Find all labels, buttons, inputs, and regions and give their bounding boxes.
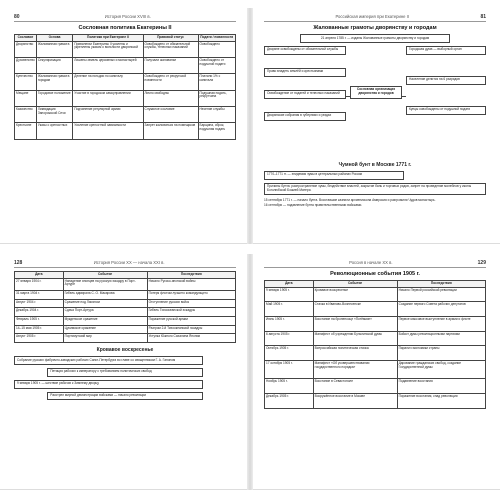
table-row (15, 107, 236, 123)
table-cell: Дворянство (15, 41, 37, 57)
page-128 (6, 254, 244, 490)
table-cell: Освобождено от подушной подати (198, 58, 236, 74)
table-cell: Паралич экономики страны (397, 346, 485, 361)
page-title: Сословная политика Екатерины II (78, 25, 172, 31)
table-cell: Гибель адмирала С. О. Макарова (63, 291, 147, 300)
page-number: 128 (14, 260, 23, 266)
table-cell: Поражение восстания, спад революции (397, 394, 485, 409)
connector-line (402, 96, 406, 97)
table-cell: Лишены земель церковных и монастырей (73, 58, 143, 74)
table-cell: Начало Первой российской революции (397, 287, 485, 302)
table-cell: Потеря флотом лучшего командующего (147, 291, 235, 300)
revolution-table (264, 280, 486, 409)
town-box: Городская дума — выборный орган (406, 46, 486, 55)
page-number: 80 (14, 14, 20, 20)
table-cell: Декабрь 1904 г. (15, 308, 64, 317)
page-81 (256, 8, 494, 244)
noble-box: Дворяне освобождены от обязательной службы (264, 46, 346, 55)
page-title: Жалованные грамоты дворянству и городам (313, 25, 437, 31)
table-header: Сословие (15, 35, 37, 42)
section-title: Кровавое воскресенье (96, 347, 154, 354)
table-cell: Портсмутский мир (63, 334, 147, 343)
table-cell: Июнь 1905 г. (265, 317, 314, 332)
table-cell: 6 августа 1905 г. (265, 331, 314, 346)
table-cell: Указы о крепостных (36, 123, 72, 139)
war-table (14, 271, 236, 343)
table-header: Основа (36, 35, 72, 42)
table-row (15, 58, 236, 74)
table-cell: 14–15 мая 1905 г. (15, 325, 64, 334)
table-cell: Разгром 2-й Тихоокеанской эскадры (147, 325, 235, 334)
table-row (15, 308, 236, 317)
table-cell: 31 марта 1904 г. (15, 291, 64, 300)
table-cell: Февраль 1905 г. (15, 317, 64, 326)
table-cell: 17 октября 1905 г. (265, 361, 314, 379)
table-row (265, 287, 486, 302)
table-header-row (15, 272, 236, 279)
estates-table (14, 34, 236, 140)
running-title: История России XVIII в. (104, 14, 151, 19)
table-cell: Жалованная грамота городам (36, 74, 72, 90)
table-header: Политика при Екатерине II (73, 35, 143, 42)
table-cell: Запрет жаловаться на помещиков (143, 123, 198, 139)
running-title: Россия в начале XX в. (349, 260, 393, 265)
page-number: 81 (480, 14, 486, 20)
table-row (15, 334, 236, 343)
event-box: Собрание русских фабрично-заводских рабочих Санкт-Петербурга во главе со священником Г. А. Гапоном (14, 356, 203, 365)
page-80 (6, 8, 244, 244)
event-box: Петиция рабочих к императору с требованием политических свобод (47, 368, 202, 377)
table-cell: Май 1905 г. (265, 302, 314, 317)
table-cell: Деление на гильдии по капиталу (73, 74, 143, 90)
table-cell: Освобождено от рекрутской повинности (143, 74, 198, 90)
table-cell: Подчинение регулярной армии (73, 107, 143, 123)
table-row (15, 90, 236, 106)
table-cell: Начало Русско-японской войны (147, 278, 235, 290)
table-row (15, 74, 236, 90)
running-title: История России XX — начала XXI в. (93, 260, 165, 265)
table-cell: Бойкот думы революционными партиями (397, 331, 485, 346)
date-box: 21 апреля 1785 г. — изданы Жалованные грамоты дворянству и городам (300, 34, 450, 43)
table-cell: Август 1905 г. (15, 334, 64, 343)
event-box: 9 января 1905 г. — шествие рабочих к Зимнему дворцу (14, 380, 203, 389)
running-title: Российская империя при Екатерине II (335, 14, 409, 19)
page-header (264, 14, 486, 22)
table-cell: Лично свободны (143, 90, 198, 106)
table-cell: Освобождено (198, 41, 236, 57)
table-cell: Декабрь 1905 г. (265, 394, 314, 409)
table-cell: 27 января 1904 г. (15, 278, 64, 290)
book-spread-bottom (0, 254, 500, 490)
table-cell: Манифест об учреждении Булыгинской думы (313, 331, 397, 346)
table-header: Последствия (397, 281, 485, 288)
noble-box: Право владеть землёй и крестьянами (264, 68, 346, 77)
connector-line (346, 96, 350, 97)
table-cell: Уступка Южного Сахалина Японии (147, 334, 235, 343)
table-row (15, 123, 236, 139)
table-cell: Гибель Тихоокеанской эскадры (147, 308, 235, 317)
table-cell: Восстание в Севастополе (313, 379, 397, 394)
plague-date-box: 1770–1771 гг. — эпидемия чумы в центральных районах России (264, 171, 404, 180)
book-gutter (247, 8, 253, 244)
table-row (265, 317, 486, 332)
table-header-row (15, 35, 236, 42)
table-cell: Подавление восстания (397, 379, 485, 394)
table-header: Событие (313, 281, 397, 288)
page-title: Революционные события 1905 г. (330, 271, 420, 277)
table-cell: Цусимское сражение (63, 325, 147, 334)
table-cell: Ликвидация Запорожской Сечи (36, 107, 72, 123)
table-row (265, 302, 486, 317)
page-header (264, 260, 486, 268)
page-129 (256, 254, 494, 490)
table-row (265, 361, 486, 379)
center-box: Сословная организация дворянства и городов (350, 86, 402, 99)
table-cell: Крестьяне (15, 123, 37, 139)
table-cell: Купечество (15, 74, 37, 90)
page-header (14, 14, 236, 22)
table-cell: Служилое сословие (143, 107, 198, 123)
plague-causes-box: Причины бунта: распространение чумы, бездействие властей, закрытие бань и торговых рядов, запрет на проведение молебнов у иконы Боголюбской Божией Матери. (264, 183, 486, 196)
table-cell: Освобождено от обязательной службы, телесных наказаний (143, 41, 198, 57)
table-cell: Кровавое воскресенье (313, 287, 397, 302)
table-header: Подати / повинности (198, 35, 236, 42)
bloody-sunday-diagram (14, 356, 236, 400)
table-header: Правовой статус (143, 35, 198, 42)
table-cell: Август 1904 г. (15, 299, 64, 308)
charters-diagram (264, 46, 486, 158)
noble-box: Дворянские собрания в губерниях и уездах (264, 112, 346, 121)
table-cell: Мещане (15, 90, 37, 106)
table-row (15, 291, 236, 300)
table-cell: Участие в городском самоуправлении (73, 90, 143, 106)
table-cell: Привилегии Екатерины II усилены и укреплены указом о вольности дворянской (73, 41, 143, 57)
table-header: Дата (265, 281, 314, 288)
table-cell: Духовенство (15, 58, 37, 74)
table-row (15, 278, 236, 290)
table-header-row (265, 281, 486, 288)
table-cell: Платили 1% с капитала (198, 74, 236, 90)
section-title: Чумной бунт в Москве 1771 г. (338, 161, 412, 168)
table-cell: Сдача Порт-Артура (63, 308, 147, 317)
table-cell: Несение службы (198, 107, 236, 123)
plague-event: 16 сентября — подавление бунта правительственными войсками. (264, 202, 363, 207)
table-cell: Подушная подать, рекрутчина (198, 90, 236, 106)
event-box: Расстрел мирной демонстрации войсками — начало революции (47, 392, 202, 401)
table-cell: Отступление русских войск (147, 299, 235, 308)
book-gutter (247, 254, 253, 490)
table-cell: Секуляризация (36, 58, 72, 74)
table-cell: Первое массовое выступление в армии и флоте (397, 317, 485, 332)
table-cell: Манифест «Об усовершенствовании государственного порядка» (313, 361, 397, 379)
table-cell: Сражение под Ляояном (63, 299, 147, 308)
table-cell: Усиление крепостной зависимости (73, 123, 143, 139)
table-cell: Получали жалованье (143, 58, 198, 74)
table-row (15, 325, 236, 334)
page-number: 129 (477, 260, 486, 266)
table-cell: Октябрь 1905 г. (265, 346, 314, 361)
table-row (15, 41, 236, 57)
page-header (14, 260, 236, 268)
table-cell: Создание первого Совета рабочих депутатов (397, 302, 485, 317)
table-row (265, 346, 486, 361)
table-cell: Стачка в Иваново-Вознесенске (313, 302, 397, 317)
table-cell: Поражение русской армии (147, 317, 235, 326)
table-cell: Жалованная грамота (36, 41, 72, 57)
table-cell: Нападение японцев на русскую эскадру в Порт-Артуре (63, 278, 147, 290)
town-box: Население делится на 6 разрядов (406, 76, 486, 85)
table-cell: Барщина, оброк, подушная подать (198, 123, 236, 139)
table-row (15, 299, 236, 308)
book-spread-top (0, 8, 500, 244)
plague-event: 15 сентября 1771 г. — начало бунта. Восставшие казнили архиепископа Амвросия и разгромили Чудов монастырь. (264, 198, 436, 203)
table-header: Событие (63, 272, 147, 279)
town-box: Купцы освобождены от подушной подати (406, 106, 486, 115)
table-cell: Всероссийская политическая стачка (313, 346, 397, 361)
table-row (265, 394, 486, 409)
noble-box: Освобождение от податей и телесных наказаний (264, 90, 346, 99)
table-cell: Казачество (15, 107, 37, 123)
table-cell: Ноябрь 1905 г. (265, 379, 314, 394)
table-cell: Мукденское сражение (63, 317, 147, 326)
table-row (265, 331, 486, 346)
table-cell: Восстание на броненосце «Потёмкин» (313, 317, 397, 332)
table-header: Дата (15, 272, 64, 279)
table-row (15, 317, 236, 326)
table-cell: Вооружённое восстание в Москве (313, 394, 397, 409)
table-header: Последствия (147, 272, 235, 279)
table-cell: Дарование гражданских свобод, создание Государственной думы (397, 361, 485, 379)
table-cell: Городовое положение (36, 90, 72, 106)
table-cell: 9 января 1905 г. (265, 287, 314, 302)
table-row (265, 379, 486, 394)
